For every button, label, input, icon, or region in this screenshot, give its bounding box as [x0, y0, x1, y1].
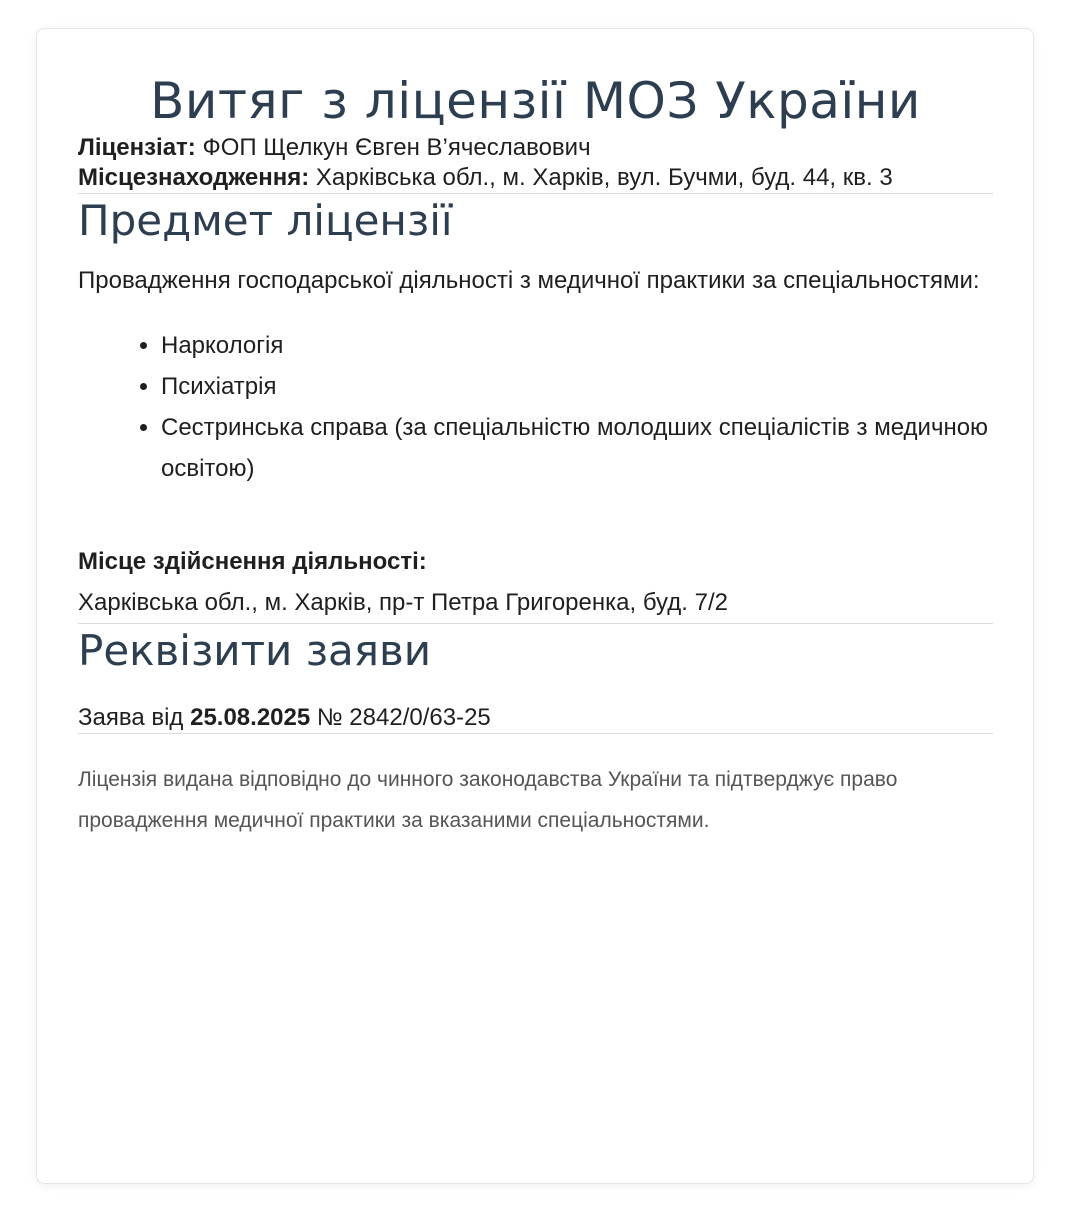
application-details — [78, 703, 993, 733]
list-item: • Психіатрія — [161, 366, 993, 407]
application-heading: Реквізити заяви — [78, 626, 432, 675]
licensee-value: ФОП Щелкун Євген В’ячеславович — [202, 134, 591, 161]
footnote: Ліцензія видана відповідно до чинного законодавства України та підтверджує право провадження медичної практики за вказаними спеціальностями. — [78, 768, 898, 832]
licensee-label: Ліцензіат: — [78, 134, 196, 161]
location-field — [78, 163, 993, 193]
licensee-field — [78, 133, 993, 163]
application-date: 25.08.2025 — [190, 704, 311, 731]
list-item: • Сестринська справа (за спеціальністю молодших спеціалістів з медичною освітою) — [161, 407, 993, 489]
application-number: № 2842/0/63-25 — [316, 704, 491, 731]
activity-place-value: Харківська обл., м. Харків, пр-т Петра Григоренка, буд. 7/2 — [78, 589, 728, 616]
license-extract-card — [36, 28, 1034, 1184]
location-value: Харківська обл., м. Харків, вул. Бучми, буд. 44, кв. 3 — [315, 164, 893, 191]
location-label: Місцезнаходження: — [78, 164, 310, 191]
application-prefix: Заява від — [78, 704, 184, 731]
specialties-list — [78, 325, 993, 489]
list-item: • Наркологія — [161, 325, 993, 366]
page-title: Витяг з ліцензії МОЗ України — [150, 72, 921, 130]
subject-text: Провадження господарської діяльності з медичної практики за спеціальностями: — [78, 267, 980, 294]
activity-place-label: Місце здійснення діяльності: — [78, 548, 427, 575]
divider — [78, 733, 993, 734]
subject-heading: Предмет ліцензії — [78, 196, 453, 245]
